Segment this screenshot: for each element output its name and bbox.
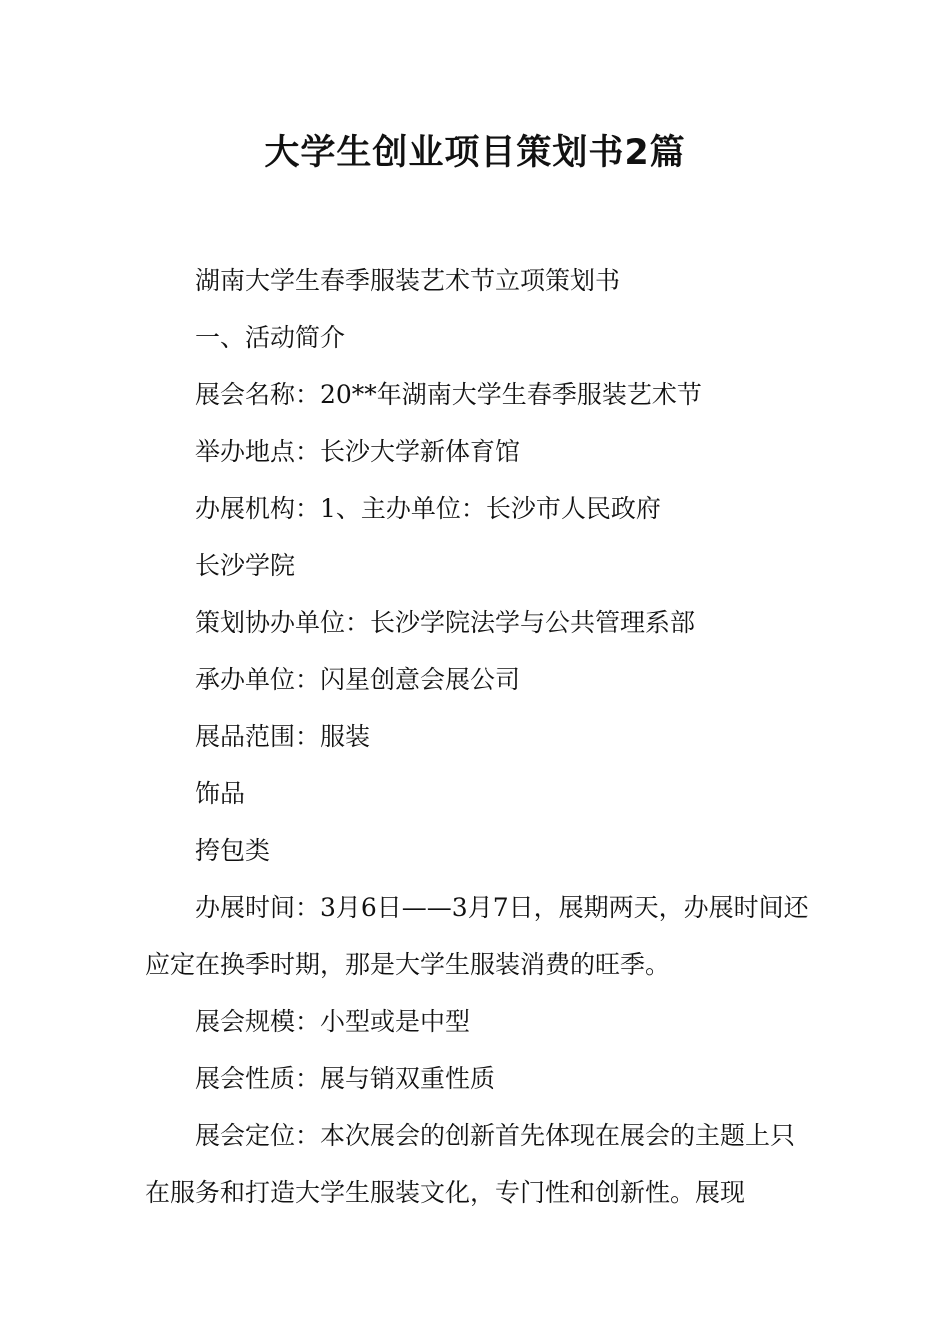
paragraph-scale: 展会规模：小型或是中型 <box>195 1007 471 1036</box>
paragraph-project-title: 湖南大学生春季服装艺术节立项策划书 <box>195 266 621 295</box>
paragraph-bags: 挎包类 <box>195 836 271 865</box>
paragraph-nature: 展会性质：展与销双重性质 <box>195 1064 496 1093</box>
document-title: 大学生创业项目策划书2篇 <box>264 133 686 173</box>
paragraph-organizer-2: 长沙学院 <box>195 551 296 580</box>
paragraph-contractor: 承办单位：闪星创意会展公司 <box>195 665 521 694</box>
paragraph-positioning: 展会定位：本次展会的创新首先体现在展会的主题上只在服务和打造大学生服装文化，专门性和创新性。展现 <box>145 1121 796 1207</box>
paragraph-co-organizer: 策划协办单位：长沙学院法学与公共管理系部 <box>195 608 696 637</box>
paragraph-exhibition-time: 办展时间：3月6日——3月7日，展期两天，办展时间还应定在换季时期，那是大学生服装消费的旺季。 <box>145 893 809 979</box>
paragraph-exhibit-scope: 展品范围：服装 <box>195 722 371 751</box>
paragraph-venue: 举办地点：长沙大学新体育馆 <box>195 437 521 466</box>
paragraph-section-heading: 一、活动简介 <box>195 323 346 352</box>
paragraph-organizer: 办展机构：1、主办单位：长沙市人民政府 <box>195 494 661 523</box>
paragraph-exhibition-name: 展会名称：20**年湖南大学生春季服装艺术节 <box>195 380 702 409</box>
paragraph-accessories: 饰品 <box>195 779 246 808</box>
